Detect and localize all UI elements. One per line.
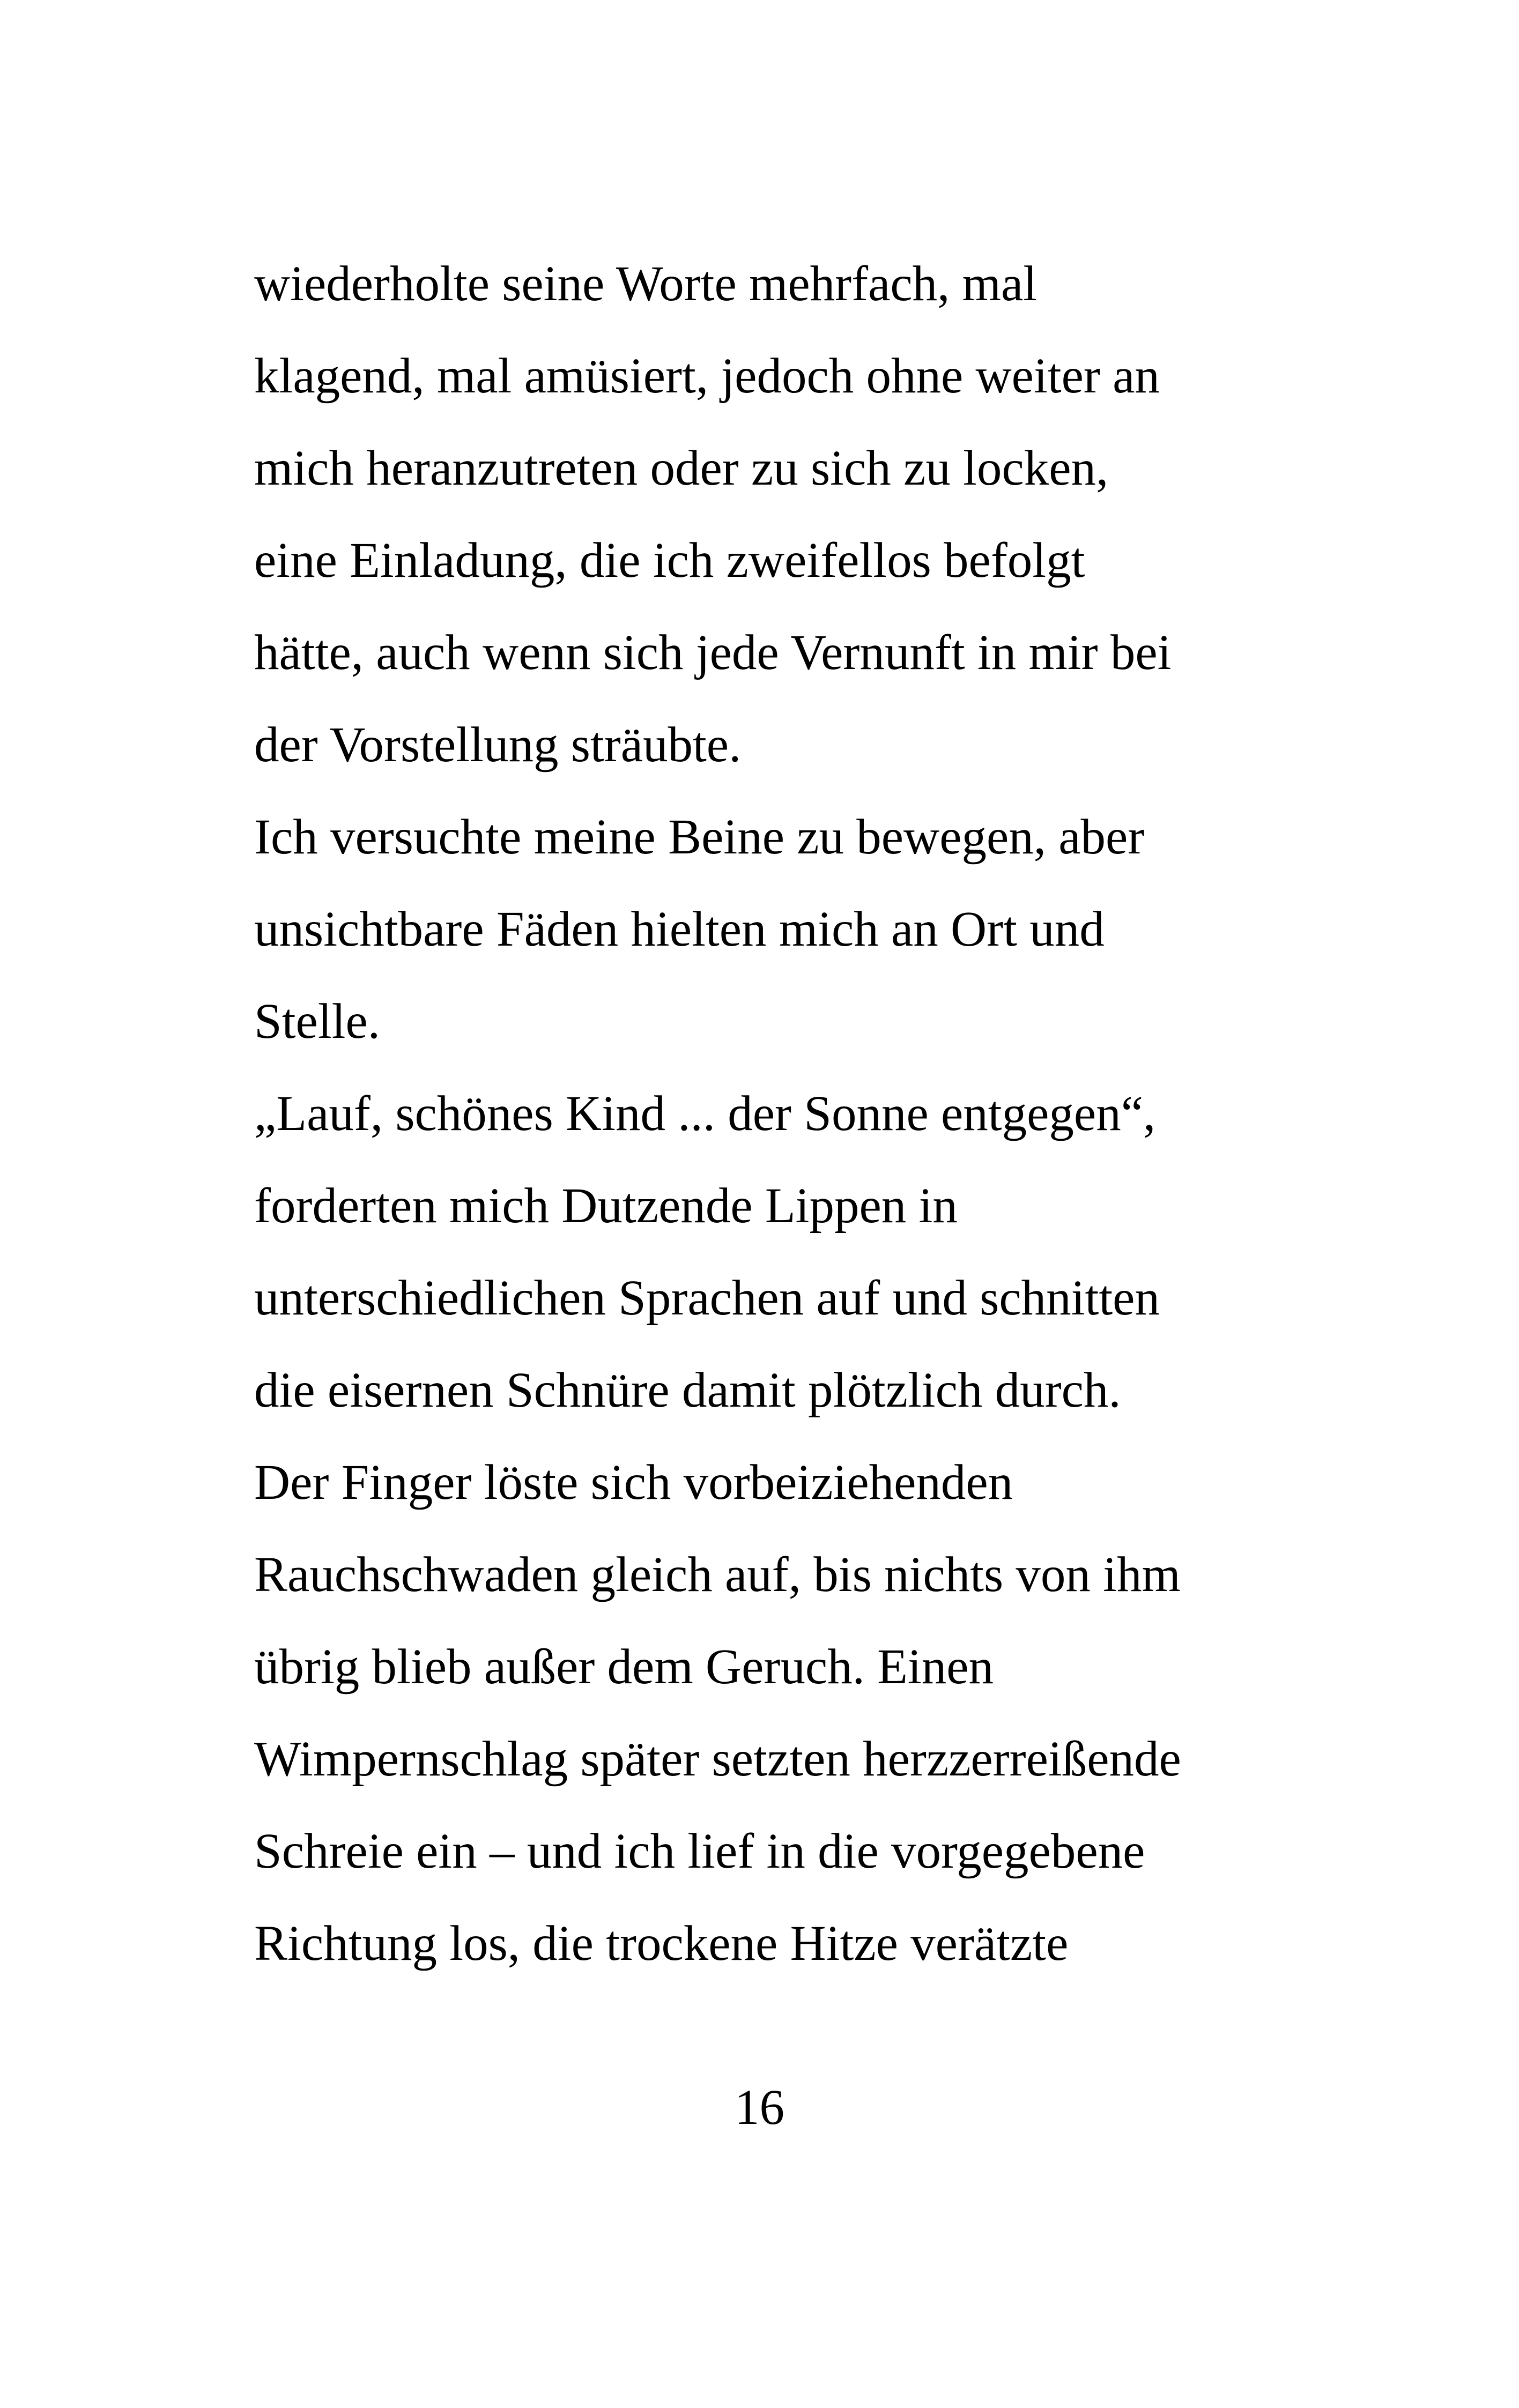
text-line: „Lauf, schönes Kind ... der Sonne entgegen“, xyxy=(254,1086,1156,1141)
text-line: forderten mich Dutzende Lippen in xyxy=(254,1178,958,1233)
text-line: die eisernen Schnüre damit plötzlich durch. xyxy=(254,1363,1121,1418)
text-line: Schreie ein – und ich lief in die vorgegebene xyxy=(254,1824,1145,1879)
body-text xyxy=(254,247,1327,1998)
text-line: Richtung los, die trockene Hitze verätzte xyxy=(254,1916,1069,1971)
text-line: Wimpernschlag später setzten herzzerreißende xyxy=(254,1731,1181,1787)
text-line: Rauchschwaden gleich auf, bis nichts von ihm xyxy=(254,1547,1181,1602)
text-line: hätte, auch wenn sich jede Vernunft in mir bei xyxy=(254,625,1172,680)
text-line: Der Finger löste sich vorbeiziehenden xyxy=(254,1455,1013,1510)
text-line: der Vorstellung sträubte. xyxy=(254,717,742,772)
text-line: wiederholte seine Worte mehrfach, mal xyxy=(254,256,1038,311)
text-line: unterschiedlichen Sprachen auf und schnitten xyxy=(254,1270,1160,1326)
text-line: Stelle. xyxy=(254,994,381,1049)
text-line: mich heranzutreten oder zu sich zu locken, xyxy=(254,441,1109,496)
text-line: eine Einladung, die ich zweifellos befolgt xyxy=(254,533,1085,588)
page-number: 16 xyxy=(735,2080,784,2135)
text-line: Ich versuchte meine Beine zu bewegen, aber xyxy=(254,809,1145,865)
text-line: unsichtbare Fäden hielten mich an Ort und xyxy=(254,902,1105,957)
text-line: klagend, mal amüsiert, jedoch ohne weiter an xyxy=(254,348,1160,404)
text-line: übrig blieb außer dem Geruch. Einen xyxy=(254,1639,994,1694)
